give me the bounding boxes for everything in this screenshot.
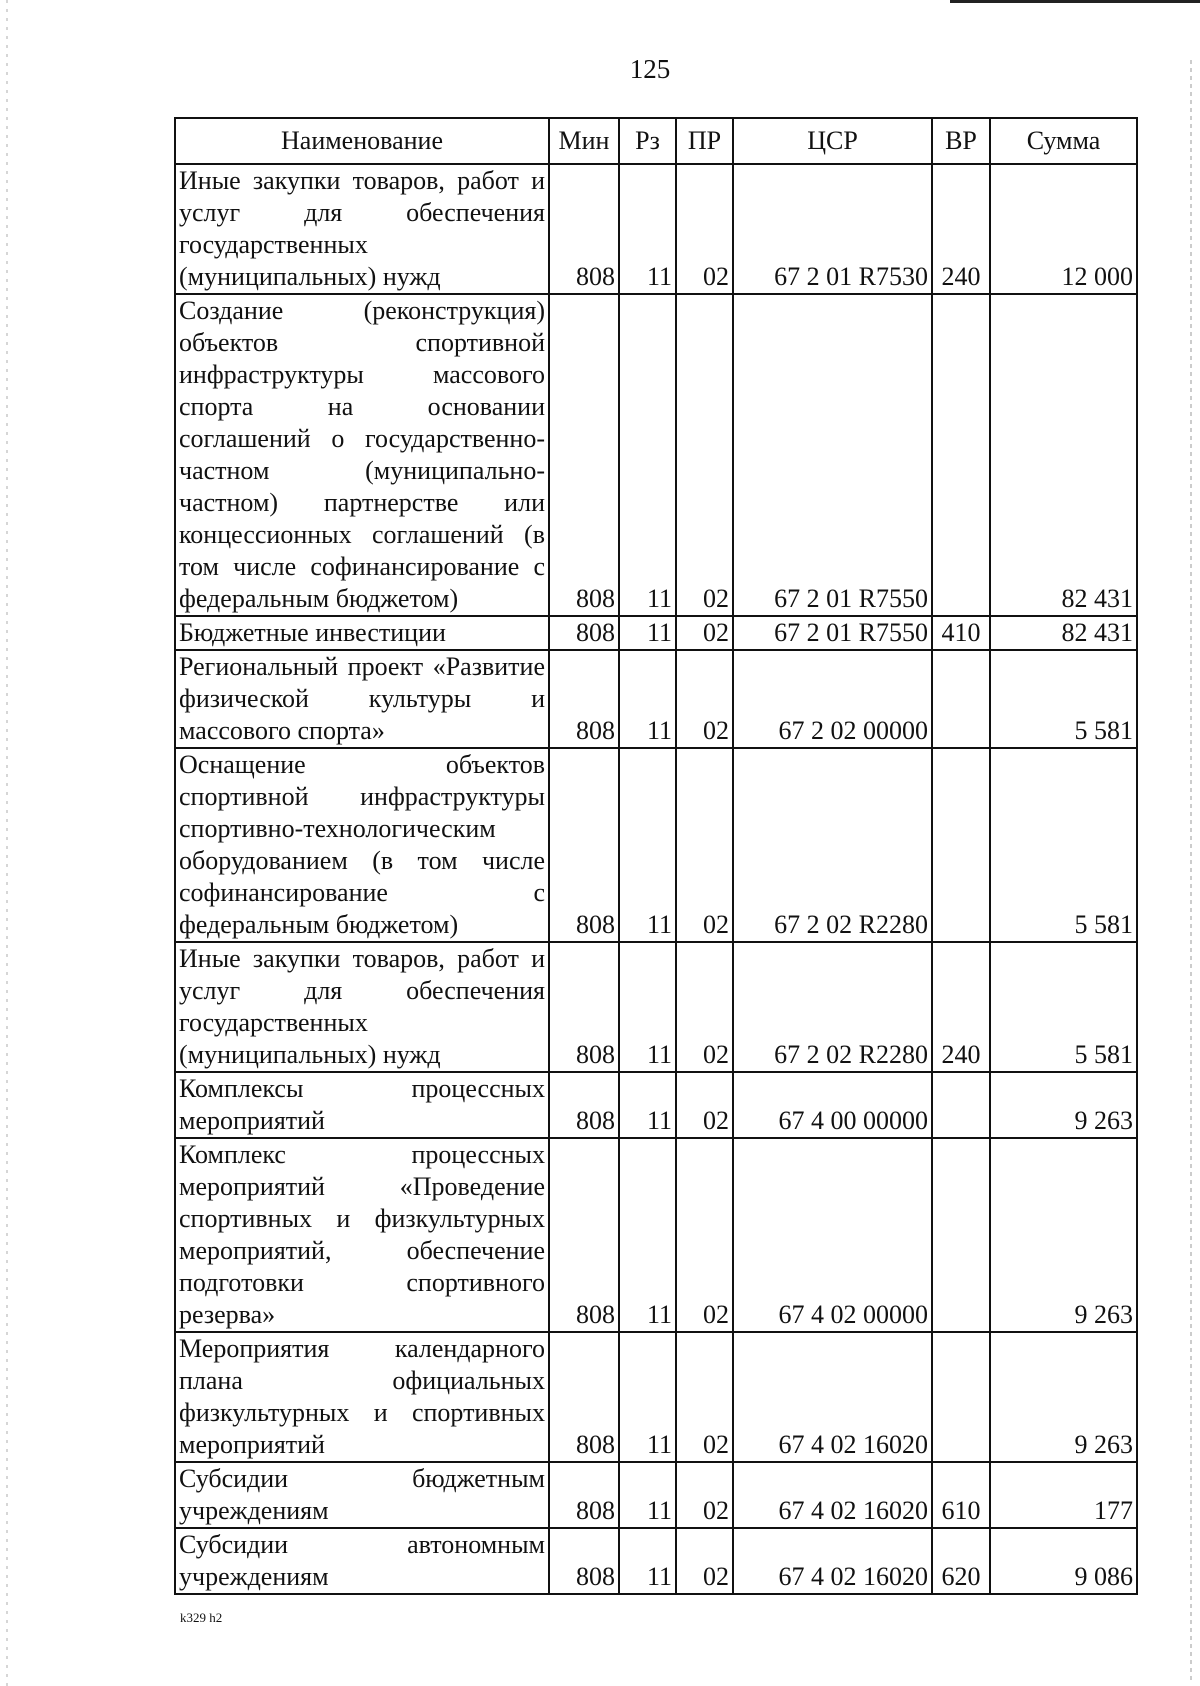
cell-rz: 11 bbox=[619, 1072, 676, 1138]
cell-min: 808 bbox=[549, 616, 619, 650]
cell-csr: 67 4 00 00000 bbox=[733, 1072, 932, 1138]
table-row bbox=[175, 942, 1137, 1072]
cell-min: 808 bbox=[549, 294, 619, 616]
header-sum: Сумма bbox=[990, 118, 1137, 164]
cell-sum: 9 086 bbox=[990, 1528, 1137, 1594]
cell-csr: 67 4 02 00000 bbox=[733, 1138, 932, 1332]
table-row bbox=[175, 1072, 1137, 1138]
budget-table bbox=[174, 117, 1138, 1595]
table-row bbox=[175, 1528, 1137, 1594]
cell-name: Бюджетные инвестиции bbox=[175, 616, 549, 650]
cell-min: 808 bbox=[549, 1138, 619, 1332]
cell-name: Субсидии автономным учреждениям bbox=[175, 1528, 549, 1594]
table-header-row bbox=[175, 118, 1137, 164]
cell-pr: 02 bbox=[676, 942, 733, 1072]
cell-name: Комплекс процессных мероприятий «Проведение спортивных и физкультурных мероприятий, обеспечение подготовки спортивного резерва» bbox=[175, 1138, 549, 1332]
cell-csr: 67 2 01 R7550 bbox=[733, 616, 932, 650]
cell-rz: 11 bbox=[619, 1332, 676, 1462]
scan-artifact-right-edge bbox=[1190, 60, 1192, 1680]
scan-artifact-top-line bbox=[950, 0, 1200, 3]
cell-vr: 240 bbox=[932, 164, 990, 294]
cell-min: 808 bbox=[549, 942, 619, 1072]
header-name: Наименование bbox=[175, 118, 549, 164]
cell-rz: 11 bbox=[619, 616, 676, 650]
cell-csr: 67 2 02 R2280 bbox=[733, 942, 932, 1072]
cell-rz: 11 bbox=[619, 942, 676, 1072]
cell-min: 808 bbox=[549, 1462, 619, 1528]
cell-vr bbox=[932, 1332, 990, 1462]
cell-sum: 9 263 bbox=[990, 1138, 1137, 1332]
table-row bbox=[175, 1332, 1137, 1462]
cell-vr bbox=[932, 650, 990, 748]
cell-sum: 82 431 bbox=[990, 294, 1137, 616]
cell-csr: 67 2 01 R7530 bbox=[733, 164, 932, 294]
cell-name: Оснащение объектов спортивной инфраструктуры спортивно-технологическим оборудованием (в том числе софинансирование с федеральным бюджетом) bbox=[175, 748, 549, 942]
cell-sum: 5 581 bbox=[990, 942, 1137, 1072]
header-rz: Рз bbox=[619, 118, 676, 164]
cell-sum: 5 581 bbox=[990, 748, 1137, 942]
cell-sum: 12 000 bbox=[990, 164, 1137, 294]
cell-pr: 02 bbox=[676, 1528, 733, 1594]
cell-sum: 5 581 bbox=[990, 650, 1137, 748]
cell-pr: 02 bbox=[676, 164, 733, 294]
cell-name: Иные закупки товаров, работ и услуг для обеспечения государственных (муниципальных) нужд bbox=[175, 164, 549, 294]
page-number: 125 bbox=[629, 54, 671, 84]
header-min: Мин bbox=[549, 118, 619, 164]
table-row bbox=[175, 1462, 1137, 1528]
cell-pr: 02 bbox=[676, 294, 733, 616]
cell-min: 808 bbox=[549, 1072, 619, 1138]
cell-vr bbox=[932, 1072, 990, 1138]
cell-name: Мероприятия календарного плана официальных физкультурных и спортивных мероприятий bbox=[175, 1332, 549, 1462]
table-row bbox=[175, 650, 1137, 748]
cell-csr: 67 2 02 R2280 bbox=[733, 748, 932, 942]
cell-sum: 9 263 bbox=[990, 1072, 1137, 1138]
cell-min: 808 bbox=[549, 164, 619, 294]
cell-pr: 02 bbox=[676, 1462, 733, 1528]
cell-min: 808 bbox=[549, 1332, 619, 1462]
cell-rz: 11 bbox=[619, 1462, 676, 1528]
scan-artifact-left-edge bbox=[6, 0, 8, 1686]
cell-rz: 11 bbox=[619, 294, 676, 616]
header-vr: ВР bbox=[932, 118, 990, 164]
cell-vr bbox=[932, 748, 990, 942]
cell-name: Комплексы процессных мероприятий bbox=[175, 1072, 549, 1138]
cell-sum: 82 431 bbox=[990, 616, 1137, 650]
table-row bbox=[175, 294, 1137, 616]
cell-vr: 610 bbox=[932, 1462, 990, 1528]
cell-pr: 02 bbox=[676, 1138, 733, 1332]
cell-min: 808 bbox=[549, 748, 619, 942]
cell-rz: 11 bbox=[619, 164, 676, 294]
cell-csr: 67 4 02 16020 bbox=[733, 1462, 932, 1528]
cell-name: Иные закупки товаров, работ и услуг для обеспечения государственных (муниципальных) нужд bbox=[175, 942, 549, 1072]
cell-pr: 02 bbox=[676, 650, 733, 748]
document-code: k329 h2 bbox=[180, 1610, 223, 1625]
table-row bbox=[175, 748, 1137, 942]
cell-csr: 67 2 02 00000 bbox=[733, 650, 932, 748]
cell-min: 808 bbox=[549, 1528, 619, 1594]
cell-pr: 02 bbox=[676, 748, 733, 942]
header-csr: ЦСР bbox=[733, 118, 932, 164]
table-row bbox=[175, 164, 1137, 294]
cell-csr: 67 4 02 16020 bbox=[733, 1332, 932, 1462]
cell-name: Субсидии бюджетным учреждениям bbox=[175, 1462, 549, 1528]
table-row bbox=[175, 616, 1137, 650]
cell-name: Региональный проект «Развитие физической культуры и массового спорта» bbox=[175, 650, 549, 748]
cell-csr: 67 2 01 R7550 bbox=[733, 294, 932, 616]
cell-pr: 02 bbox=[676, 1332, 733, 1462]
cell-sum: 177 bbox=[990, 1462, 1137, 1528]
cell-vr: 240 bbox=[932, 942, 990, 1072]
cell-pr: 02 bbox=[676, 616, 733, 650]
cell-rz: 11 bbox=[619, 650, 676, 748]
header-pr: ПР bbox=[676, 118, 733, 164]
cell-vr: 620 bbox=[932, 1528, 990, 1594]
cell-min: 808 bbox=[549, 650, 619, 748]
cell-csr: 67 4 02 16020 bbox=[733, 1528, 932, 1594]
cell-rz: 11 bbox=[619, 748, 676, 942]
cell-rz: 11 bbox=[619, 1138, 676, 1332]
cell-rz: 11 bbox=[619, 1528, 676, 1594]
cell-vr bbox=[932, 1138, 990, 1332]
cell-vr bbox=[932, 294, 990, 616]
cell-pr: 02 bbox=[676, 1072, 733, 1138]
cell-vr: 410 bbox=[932, 616, 990, 650]
cell-name: Создание (реконструкция) объектов спортивной инфраструктуры массового спорта на основании соглашений о государственно-частном (муниципально-частном) партнерстве или концессионных соглашений (в том числе софинансирование с федеральным бюджетом) bbox=[175, 294, 549, 616]
table-body bbox=[175, 164, 1137, 1594]
cell-sum: 9 263 bbox=[990, 1332, 1137, 1462]
table-row bbox=[175, 1138, 1137, 1332]
